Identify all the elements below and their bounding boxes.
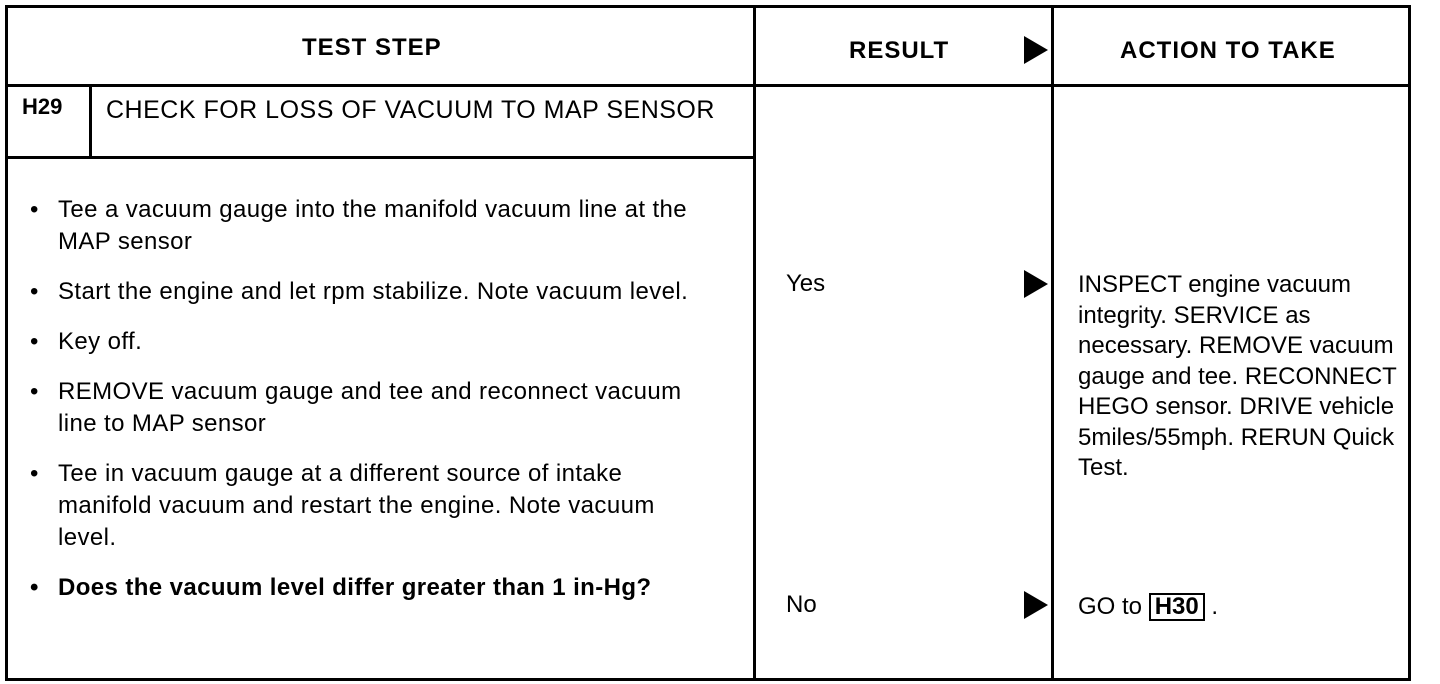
instruction-question: • Does the vacuum level differ greater than 1 in-Hg?: [30, 572, 710, 604]
column-divider-result: [753, 5, 756, 681]
action-no-text: [1078, 592, 1398, 623]
header-test-step: TEST STEP: [302, 34, 442, 61]
step-id: H29: [22, 94, 63, 119]
instruction-item: • REMOVE vacuum gauge and tee and reconnect vacuum line to MAP sensor: [30, 376, 710, 440]
header-arrow-icon: [1024, 36, 1048, 64]
action-no-prefix: GO to: [1078, 593, 1143, 620]
result-yes-arrow-icon: [1024, 270, 1048, 298]
header-action-to-take: ACTION TO TAKE: [1120, 37, 1336, 64]
result-no-label: No: [786, 591, 817, 618]
step-reference-link[interactable]: H30: [1149, 593, 1205, 621]
instruction-list: [30, 194, 710, 622]
action-no-suffix: .: [1211, 593, 1219, 620]
step-id-divider: [89, 86, 92, 158]
instruction-item: • Tee in vacuum gauge at a different source of intake manifold vacuum and restart the engine. Note vacuum level.: [30, 458, 710, 554]
instruction-item: • Key off.: [30, 326, 710, 358]
header-result: RESULT: [849, 37, 950, 64]
result-yes-label: Yes: [786, 270, 826, 297]
step-title-bottom-rule: [5, 156, 756, 159]
column-divider-action: [1051, 5, 1054, 681]
result-no-arrow-icon: [1024, 591, 1048, 619]
action-yes-text: INSPECT engine vacuum integrity. SERVICE as necessary. REMOVE vacuum gauge and tee. RECONNECT HEGO sensor. DRIVE vehicle 5miles/55mph. RERUN Quick Test.: [1078, 271, 1397, 481]
instruction-item: • Tee a vacuum gauge into the manifold vacuum line at the MAP sensor: [30, 194, 710, 258]
instruction-item: • Start the engine and let rpm stabilize. Note vacuum level.: [30, 276, 710, 308]
step-title: CHECK FOR LOSS OF VACUUM TO MAP SENSOR: [106, 96, 715, 124]
header-bottom-rule: [5, 84, 1411, 87]
